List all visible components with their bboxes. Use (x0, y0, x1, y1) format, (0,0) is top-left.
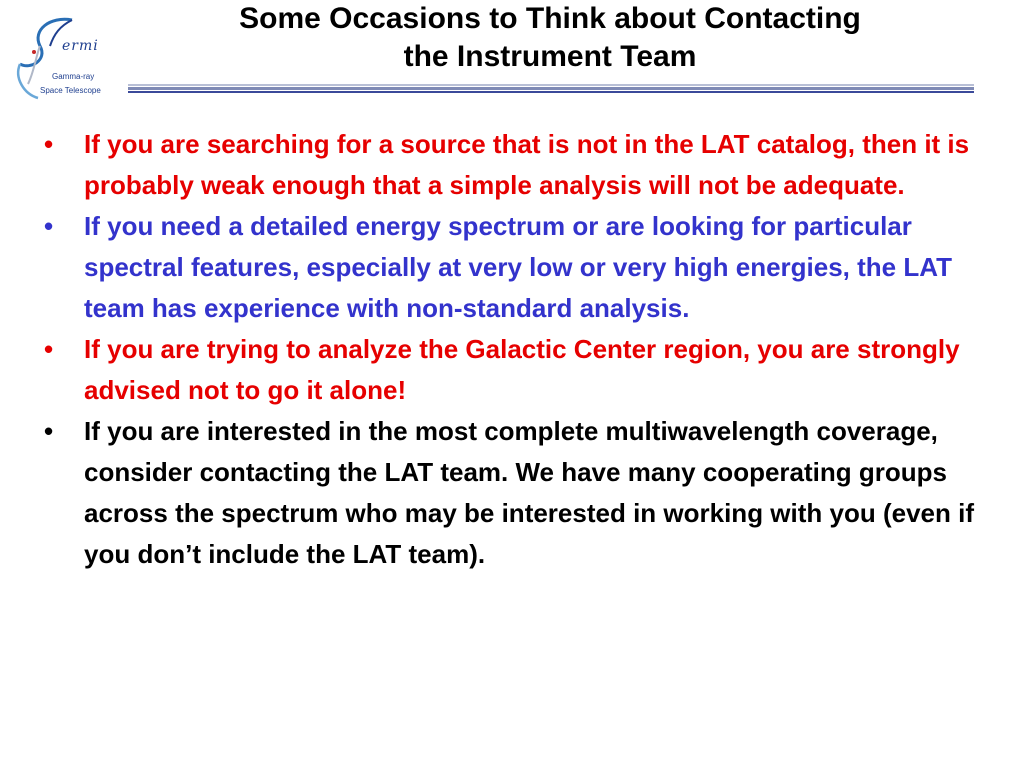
logo-subtitle-line2: Space Telescope (40, 86, 101, 95)
bullet-item (36, 124, 1006, 206)
slide-title-line2: the Instrument Team (403, 40, 697, 73)
slide-title-line1: Some Occasions to Think about Contacting (239, 2, 861, 35)
bullet-marker: • (44, 334, 54, 364)
logo-subtitle-line1: Gamma-ray (52, 72, 95, 81)
bullet-item (36, 411, 1006, 575)
bullet-item (36, 206, 1006, 329)
title-underline (128, 84, 974, 94)
bullet-marker: • (44, 211, 54, 241)
bullet-marker: • (44, 416, 54, 446)
logo-wordmark: ermi (62, 38, 99, 54)
bullet-text: If you need a detailed energy spectrum or are looking for particular spectral features, especially at very low or very high energies, the LAT team has experience with non-standard analysis. (84, 211, 952, 323)
bullet-marker: • (44, 129, 54, 159)
bullet-list (36, 124, 1006, 575)
bullet-text: If you are searching for a source that is not in the LAT catalog, then it is probably weak enough that a simple analysis will not be adequate. (84, 129, 970, 200)
slide-title (135, 0, 965, 76)
bullet-text: If you are interested in the most complete multiwavelength coverage, consider contacting the LAT team. We have many cooperating groups across the spectrum who may be interested in working with you (even if you don’t include the LAT team). (84, 416, 974, 569)
fermi-logo (10, 12, 125, 107)
bullet-text: If you are trying to analyze the Galactic Center region, you are strongly advised not to go it alone! (84, 334, 960, 405)
bullet-item (36, 329, 1006, 411)
